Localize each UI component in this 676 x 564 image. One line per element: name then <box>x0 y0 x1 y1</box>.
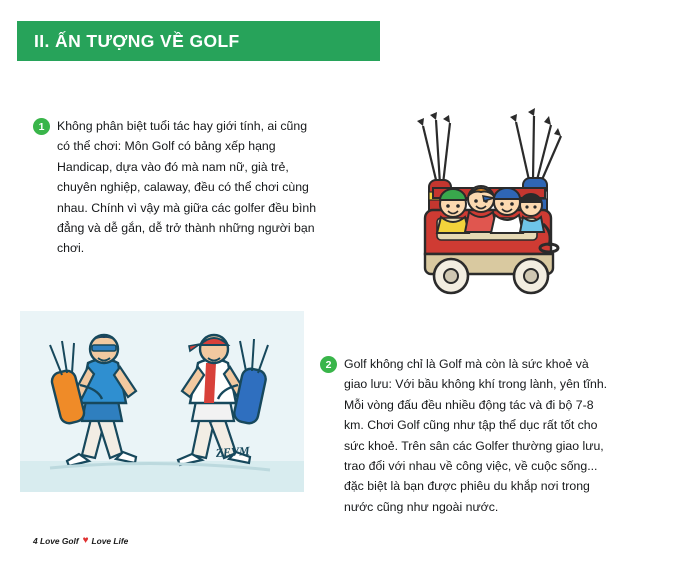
footer <box>33 536 128 546</box>
paragraph-text-2: Golf không chỉ là Golf mà còn là sức khoẻ và giao lưu: Với bầu không khí trong lành, yên tĩnh. Mỗi vòng đấu đều nhiều động tác và đi bộ 7-8 km. Chơi Golf cũng như tập thể dục rất tốt cho sức khoẻ. Trên sân các Golfer thường giao lưu, trao đổi với nhau về công việc, về cuộc sống... đặc biệt là bạn được phiêu du khắp nơi trong nước cũng như ngoài nước. <box>344 357 608 514</box>
bullet-number-1: 1 <box>33 118 50 135</box>
paragraph-block-2 <box>320 354 610 517</box>
section-header-band <box>17 21 380 61</box>
artist-signature: ZEVM <box>215 443 251 460</box>
page-title: II. ẤN TƯỢNG VỀ GOLF <box>34 30 240 51</box>
footer-right-text: Love Life <box>91 536 129 546</box>
footer-left-text: 4 Love Golf <box>33 536 79 546</box>
golf-cart-svg <box>403 92 578 304</box>
bullet-number-2: 2 <box>320 356 337 373</box>
heart-icon: ♥ <box>82 535 89 546</box>
golfers-walking-svg <box>20 311 304 492</box>
paragraph-block-1 <box>33 116 318 259</box>
golfers-walking-illustration <box>20 311 304 492</box>
paragraph-text-1: Không phân biệt tuổi tác hay giới tính, ai cũng có thể chơi: Môn Golf có bảng xếp hạng Handicap, dựa vào đó mà nam nữ, già trẻ, chuyên nghiệp, calaway, đều có thể chơi cùng nhau. Chính vì vậy mà giữa các golfer đều bình đẳng và dễ gắn, dễ trở thành những người bạn chơi. <box>57 119 317 256</box>
golf-cart-illustration <box>403 92 578 304</box>
